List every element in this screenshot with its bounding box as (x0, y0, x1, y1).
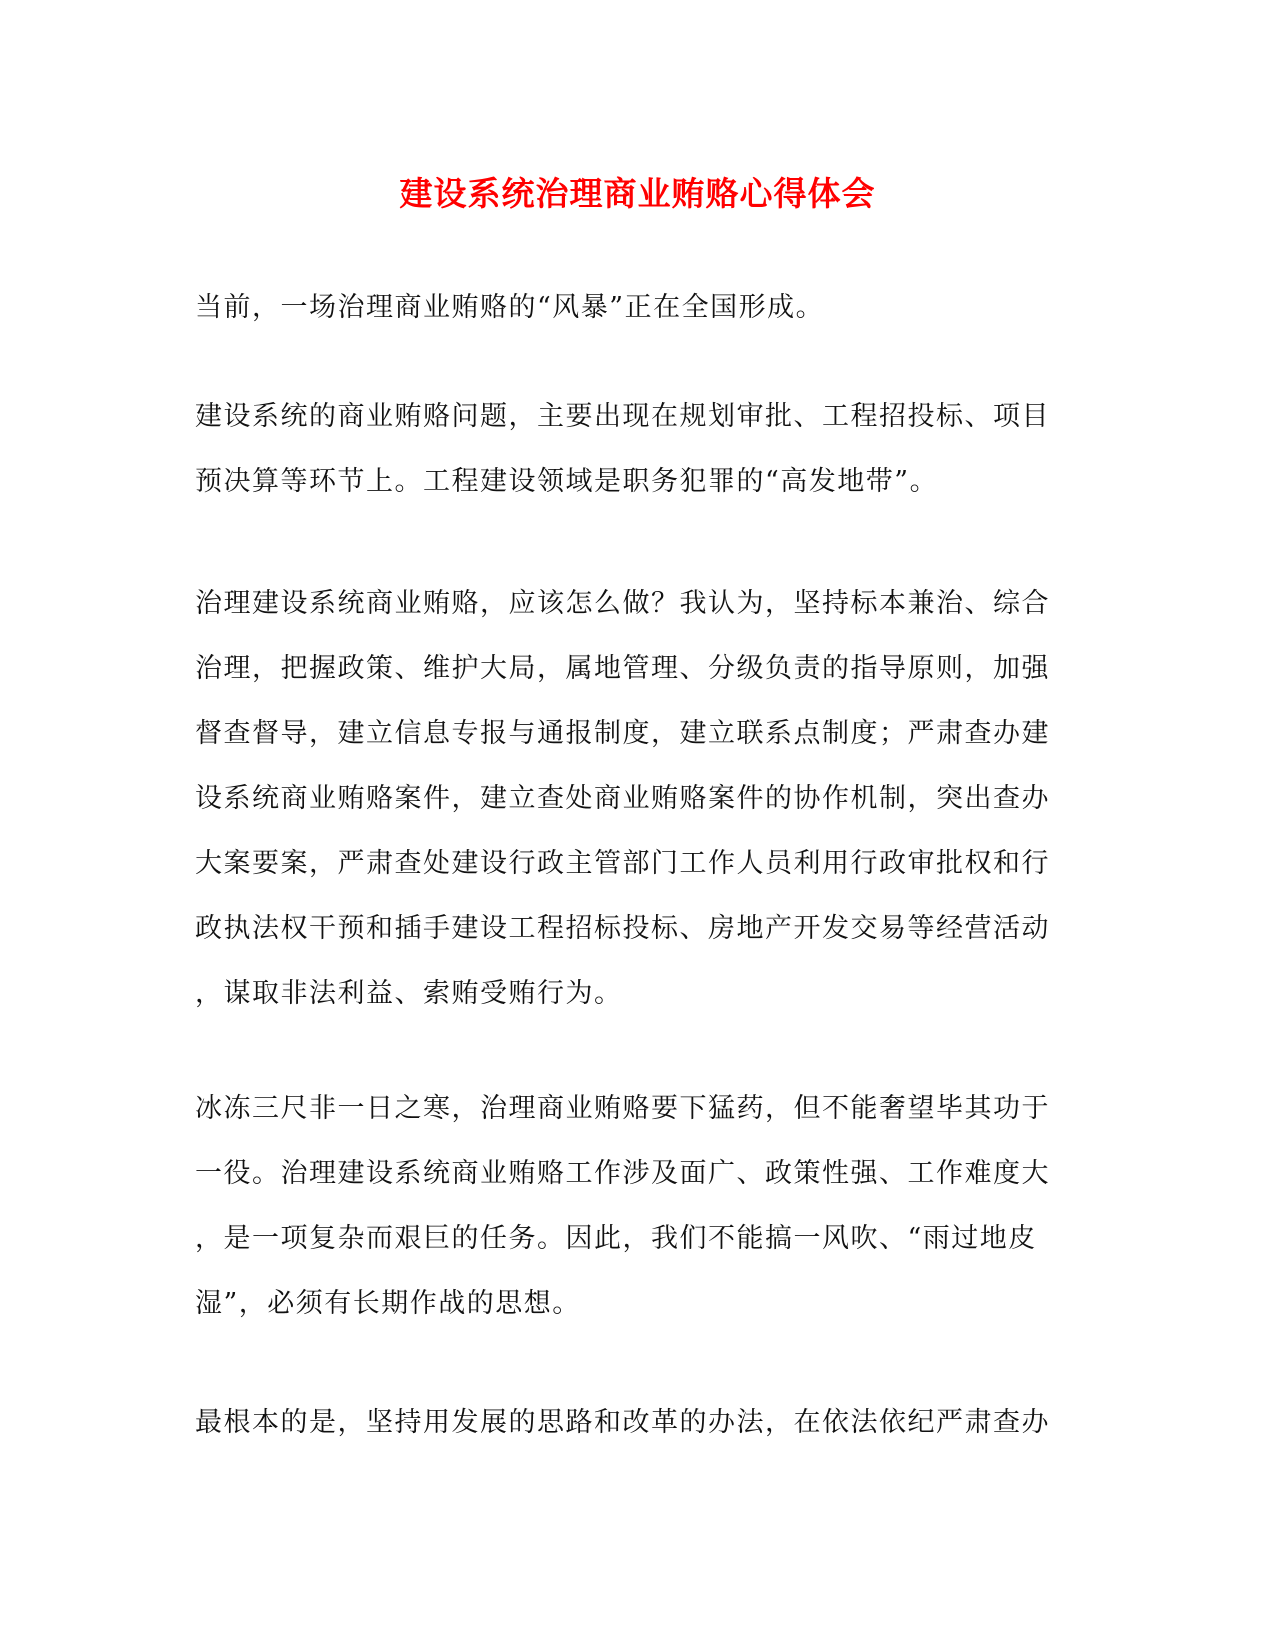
paragraph-line: 冰冻三尺非一日之寒，治理商业贿赂要下猛药，但不能奢望毕其功于 (195, 1093, 1050, 1124)
paragraph-line: 大案要案，严肃查处建设行政主管部门工作人员利用行政审批权和行 (195, 848, 1050, 879)
paragraph-line: ，谋取非法利益、索贿受贿行为。 (195, 978, 623, 1009)
paragraph-5 (195, 1390, 1075, 1455)
paragraph-3 (195, 571, 1075, 1026)
paragraph-line: 治理建设系统商业贿赂，应该怎么做？我认为，坚持标本兼治、综合 (195, 588, 1050, 619)
paragraph-line: 湿”，必须有长期作战的思想。 (195, 1288, 581, 1319)
document-title: 建设系统治理商业贿赂心得体会 (399, 174, 876, 213)
paragraph-line: 治理，把握政策、维护大局，属地管理、分级负责的指导原则，加强 (195, 653, 1050, 684)
paragraph-line: 政执法权干预和插手建设工程招标投标、房地产开发交易等经营活动 (195, 913, 1050, 944)
paragraph-line: 督查督导，建立信息专报与通报制度，建立联系点制度；严肃查办建 (195, 718, 1050, 749)
paragraph-line: 预决算等环节上。工程建设领域是职务犯罪的“高发地带”。 (195, 466, 939, 497)
paragraph-line: 设系统商业贿赂案件，建立查处商业贿赂案件的协作机制，突出查办 (195, 783, 1050, 814)
paragraph-1 (195, 275, 1075, 340)
paragraph-line: 当前，一场治理商业贿赂的“风暴”正在全国形成。 (195, 292, 825, 323)
paragraph-line: 一役。治理建设系统商业贿赂工作涉及面广、政策性强、工作难度大 (195, 1158, 1050, 1189)
paragraph-line: 建设系统的商业贿赂问题，主要出现在规划审批、工程招投标、项目 (195, 401, 1050, 432)
paragraph-2 (195, 384, 1075, 514)
paragraph-line: 最根本的是，坚持用发展的思路和改革的办法，在依法依纪严肃查办 (195, 1407, 1050, 1438)
paragraph-line: ，是一项复杂而艰巨的任务。因此，我们不能搞一风吹、“雨过地皮 (195, 1223, 1037, 1254)
paragraph-4 (195, 1076, 1075, 1336)
